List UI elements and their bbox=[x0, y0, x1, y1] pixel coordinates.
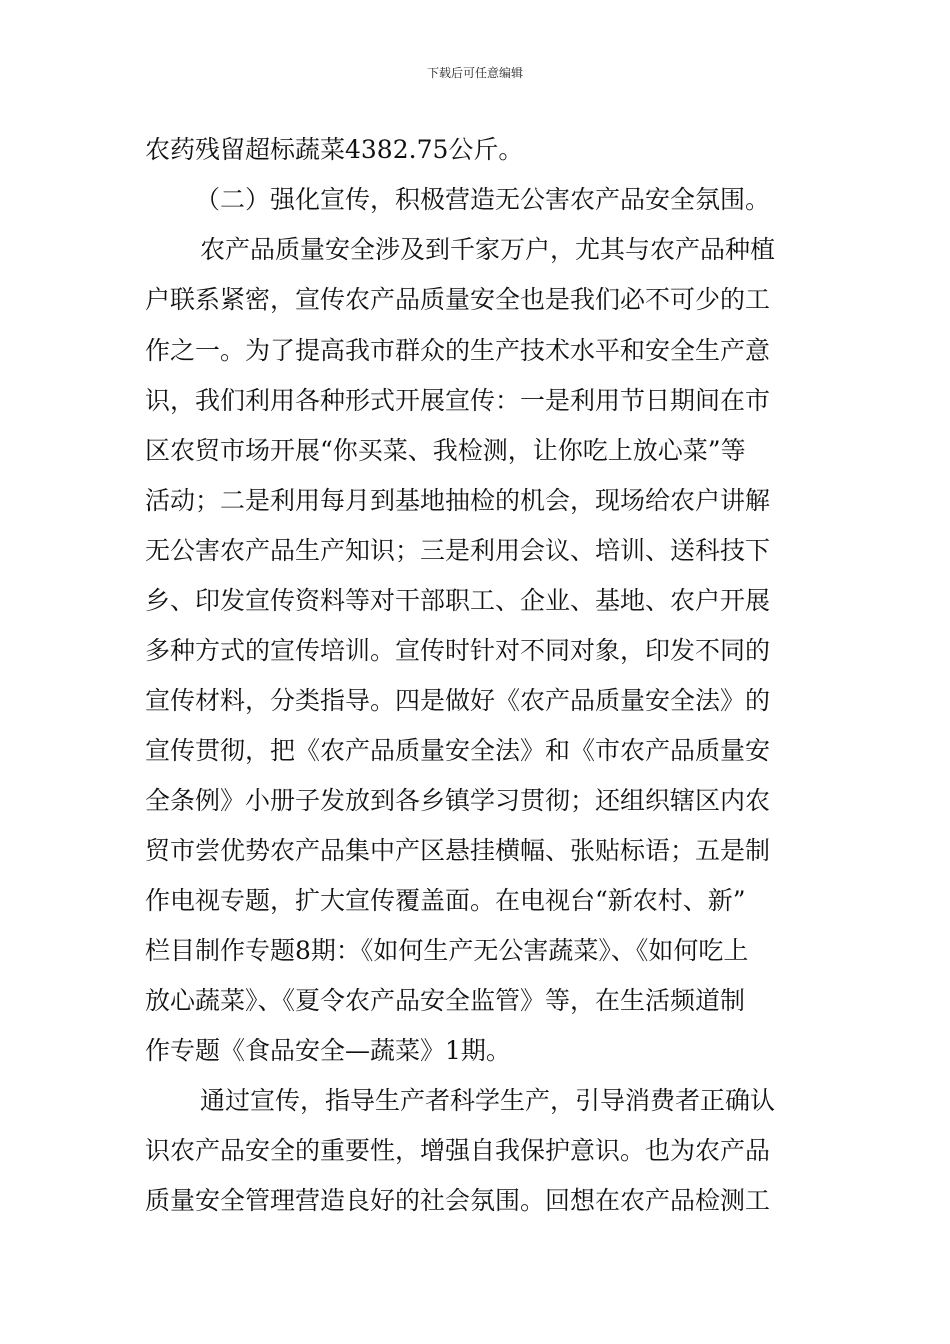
section-heading: （二）强化宣传，积极营造无公害农产品安全氛围。 bbox=[195, 185, 771, 214]
text-line: 全条例》小册子发放到各乡镇学习贯彻；还组织辖区内农 bbox=[145, 786, 771, 815]
text-line: 作电视专题，扩大宣传覆盖面。在电视台“新农村、新” bbox=[145, 886, 746, 915]
text-line: 农药残留超标蔬菜4382.75公斤。 bbox=[145, 135, 524, 164]
paragraph-start: 农产品质量安全涉及到千家万户，尤其与农产品种植 bbox=[200, 235, 776, 264]
text-line: 区农贸市场开展“你买菜、我检测，让你吃上放心菜”等 bbox=[145, 436, 746, 465]
text-line: 识农产品安全的重要性，增强自我保护意识。也为农产品 bbox=[145, 1136, 771, 1165]
page-header: 下载后可任意编辑 bbox=[426, 66, 523, 80]
paragraph-start: 通过宣传，指导生产者科学生产，引导消费者正确认 bbox=[200, 1086, 776, 1115]
text-line: 无公害农产品生产知识；三是利用会议、培训、送科技下 bbox=[145, 536, 771, 565]
text-line: 放心蔬菜》、《夏令农产品安全监管》等，在生活频道制 bbox=[145, 986, 746, 1015]
text-line: 栏目制作专题8期：《如何生产无公害蔬菜》、《如何吃上 bbox=[145, 936, 749, 965]
text-line: 活动；二是利用每月到基地抽检的机会，现场给农户讲解 bbox=[145, 486, 771, 515]
text-line: 作专题《食品安全—蔬菜》1期。 bbox=[145, 1036, 511, 1065]
text-line: 贸市尝优势农产品集中产区悬挂横幅、张贴标语；五是制 bbox=[145, 836, 771, 865]
text-line: 质量安全管理营造良好的社会氛围。回想在农产品检测工 bbox=[145, 1186, 771, 1215]
text-line: 识，我们利用各种形式开展宣传：一是利用节日期间在市 bbox=[145, 386, 771, 415]
text-line: 乡、印发宣传资料等对干部职工、企业、基地、农户开展 bbox=[145, 586, 771, 615]
text-line: 多种方式的宣传培训。宣传时针对不同对象，印发不同的 bbox=[145, 636, 771, 665]
text-line: 宣传贯彻，把《农产品质量安全法》和《市农产品质量安 bbox=[145, 736, 771, 765]
text-line: 户联系紧密，宣传农产品质量安全也是我们必不可少的工 bbox=[145, 285, 771, 314]
text-line: 宣传材料，分类指导。四是做好《农产品质量安全法》的 bbox=[145, 686, 771, 715]
text-line: 作之一。为了提高我市群众的生产技术水平和安全生产意 bbox=[145, 336, 771, 365]
